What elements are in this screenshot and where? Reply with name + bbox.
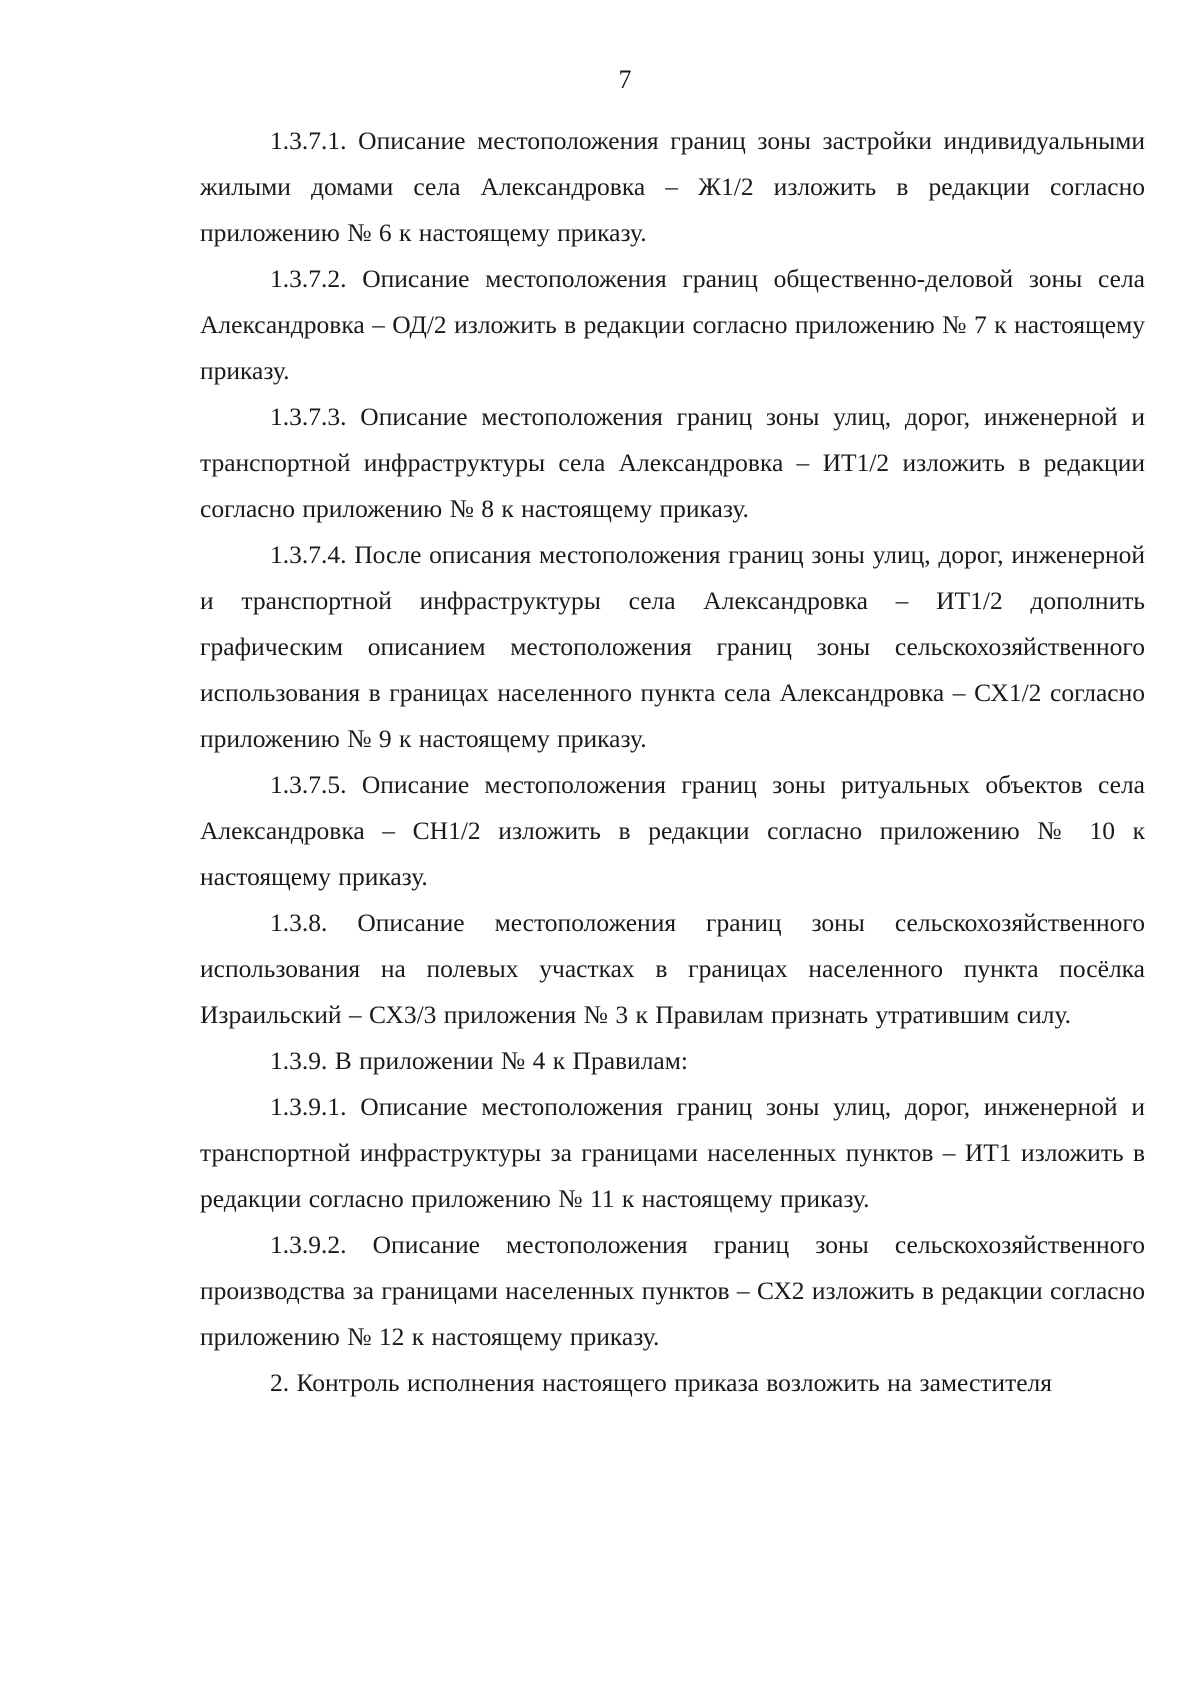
document-body [200,118,1145,1406]
paragraph-1-3-8: 1.3.8. Описание местоположения границ зоны сельскохозяйственного использования на полевых участках в границах населенного пункта посёлка Израильский – СХ3/3 приложения № 3 к Правилам признать утратившим силу. [200,908,1145,1029]
paragraph-1-3-9-2: 1.3.9.2. Описание местоположения границ зоны сельскохозяйственного производства за границами населенных пунктов – СХ2 изложить в редакции согласно приложению № 12 к настоящему приказу. [200,1230,1145,1351]
page-number: 7 [618,65,632,94]
paragraph-2: 2. Контроль исполнения настоящего приказа возложить на заместителя [270,1368,1052,1397]
paragraph-1-3-9-1: 1.3.9.1. Описание местоположения границ зоны улиц, дорог, инженерной и транспортной инфраструктуры за границами населенных пунктов – ИТ1 изложить в редакции согласно приложению № 11 к настоящему приказу. [200,1092,1145,1213]
paragraph-1-3-7-3: 1.3.7.3. Описание местоположения границ зоны улиц, дорог, инженерной и транспортной инфраструктуры села Александровка – ИТ1/2 изложить в редакции согласно приложению № 8 к настоящему приказу. [200,402,1145,523]
paragraph-1-3-9: 1.3.9. В приложении № 4 к Правилам: [270,1046,688,1075]
paragraph-1-3-7-2: 1.3.7.2. Описание местоположения границ общественно-деловой зоны села Александровка – ОД/2 изложить в редакции согласно приложению № 7 к настоящему приказу. [200,264,1145,385]
paragraph-1-3-7-5: 1.3.7.5. Описание местоположения границ зоны ритуальных объектов села Александровка – СН1/2 изложить в редакции согласно приложению № 10 к настоящему приказу. [200,770,1145,891]
paragraph-1-3-7-4: 1.3.7.4. После описания местоположения границ зоны улиц, дорог, инженерной и транспортной инфраструктуры села Александровка – ИТ1/2 дополнить графическим описанием местоположения границ зоны сельскохозяйственного использования в границах населенного пункта села Александровка – СХ1/2 согласно приложению № 9 к настоящему приказу. [200,540,1145,753]
paragraph-1-3-7-1: 1.3.7.1. Описание местоположения границ зоны застройки индивидуальными жилыми домами села Александровка – Ж1/2 изложить в редакции согласно приложению № 6 к настоящему приказу. [200,126,1145,247]
